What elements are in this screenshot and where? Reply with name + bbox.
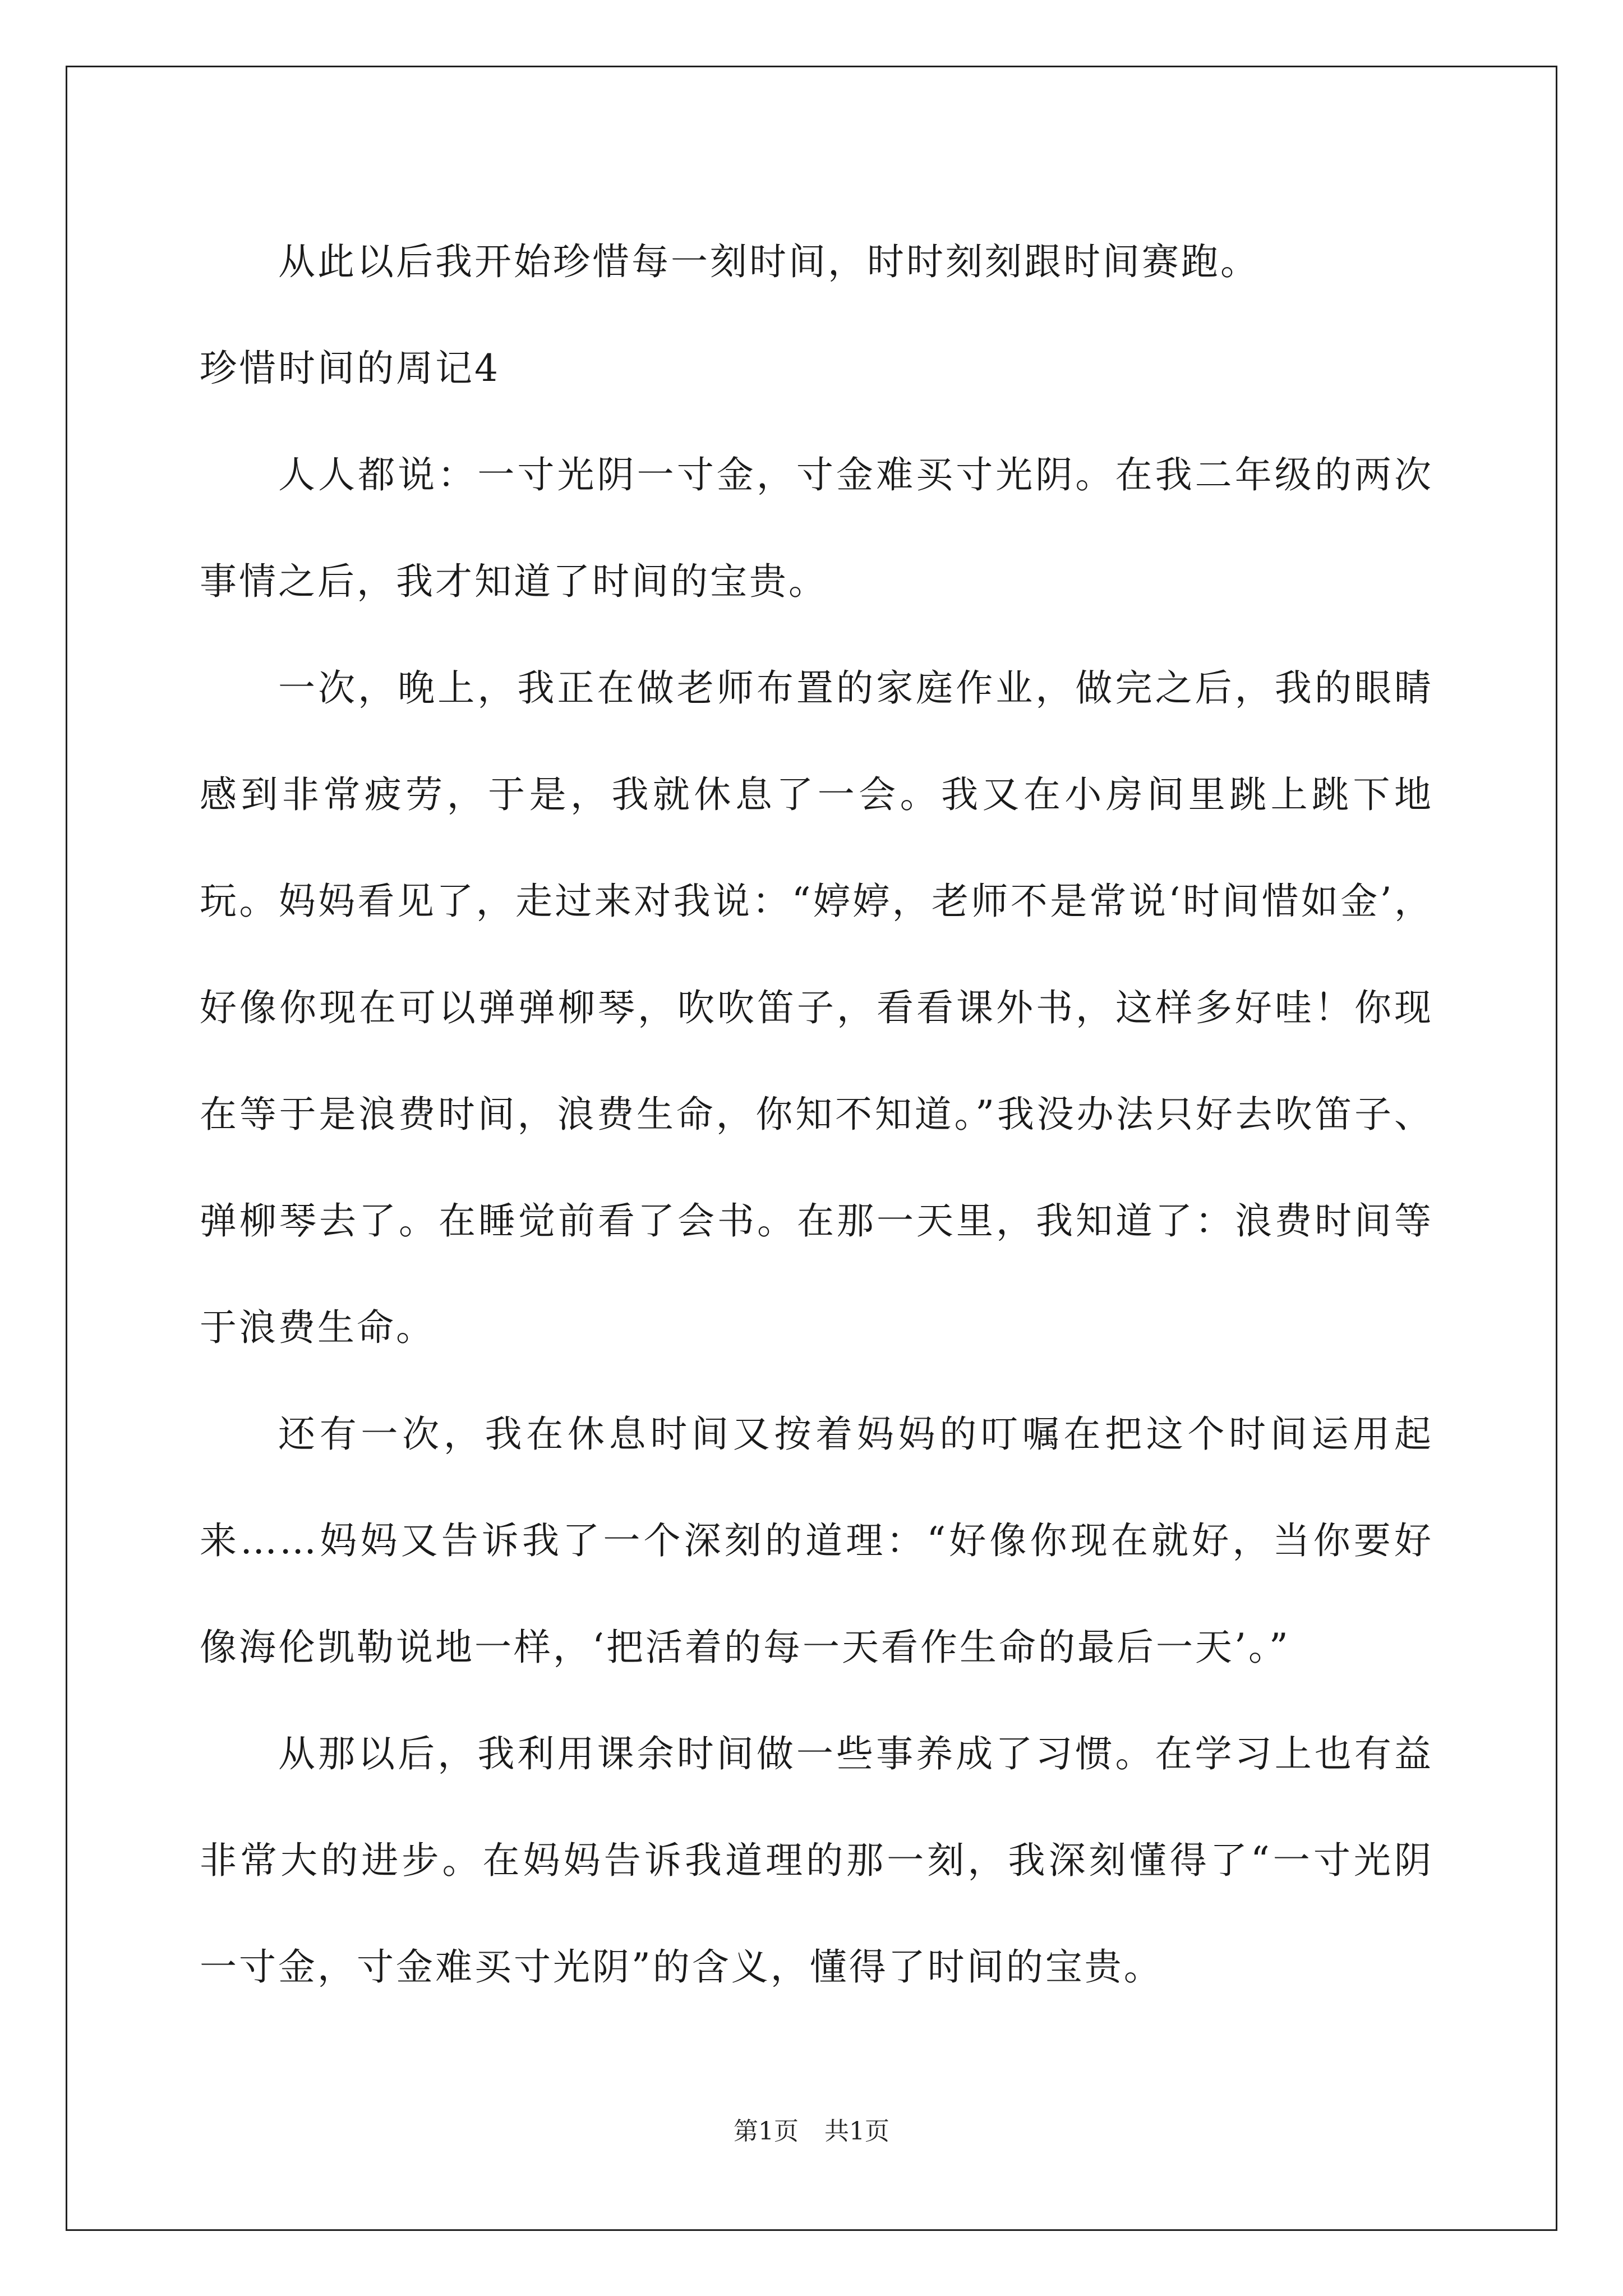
paragraph-first-story: 一次，晚上，我正在做老师布置的家庭作业，做完之后，我的眼睛感到非常疲劳，于是，我就休息了一会。我又在小房间里跳上跳下地玩。妈妈看见了，走过来对我说：“婷婷，老师不是常说‘时间惜如金’，好像你现在可以弹弹柳琴，吹吹笛子，看看课外书，这样多好哇！你现在等于是浪费时间，浪费生命，你知不知道。”我没办法只好去吹笛子、弹柳琴去了。在睡觉前看了会书。在那一天里，我知道了：浪费时间等于浪费生命。 — [200, 666, 1433, 1349]
paragraph-second-story: 还有一次，我在休息时间又按着妈妈的叮嘱在把这个时间运用起来……妈妈又告诉我了一个深刻的道理：“好像你现在就好，当你要好像海伦凯勒说地一样，‘把活着的每一天看作生命的最后一天’。” — [200, 1412, 1433, 1669]
page-total: 共1页 — [824, 2117, 889, 2146]
page-footer — [0, 2115, 1623, 2148]
page-number: 第1页 — [734, 2117, 799, 2146]
section-heading: 珍惜时间的周记4 — [200, 347, 500, 390]
document-body — [200, 209, 1433, 2021]
paragraph-proverb: 人人都说：一寸光阴一寸金，寸金难买寸光阴。在我二年级的两次事情之后，我才知道了时间的宝贵。 — [200, 453, 1433, 603]
paragraph-intro: 从此以后我开始珍惜每一刻时间，时时刻刻跟时间赛跑。 — [278, 240, 1260, 283]
paragraph-conclusion: 从那以后，我利用课余时间做一些事养成了习惯。在学习上也有益非常大的进步。在妈妈告诉我道理的那一刻，我深刻懂得了“一寸光阴一寸金，寸金难买寸光阴”的含义，懂得了时间的宝贵。 — [200, 1732, 1433, 1989]
